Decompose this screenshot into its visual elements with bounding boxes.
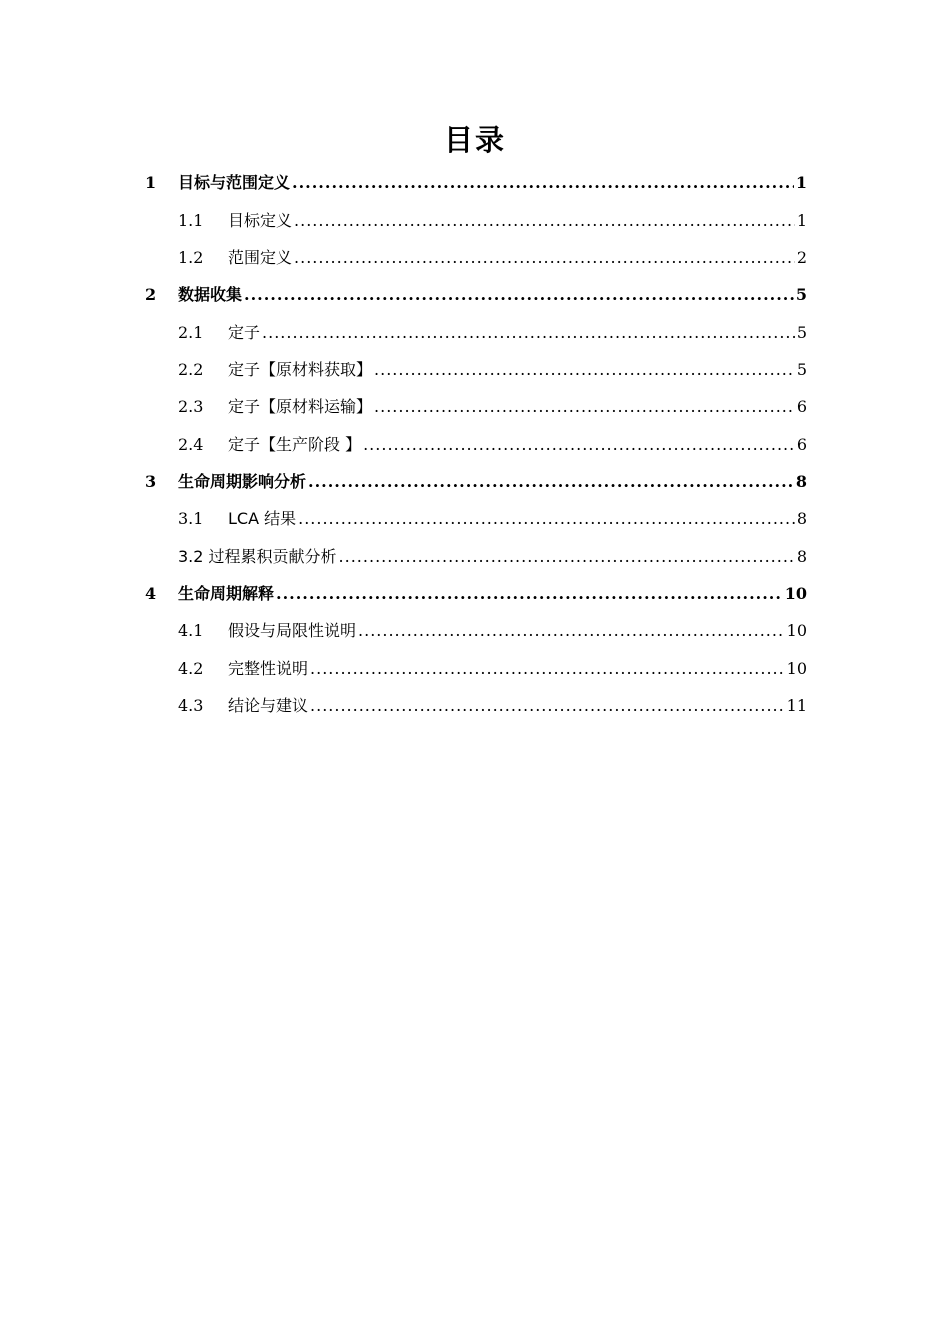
- toc-entry-1[interactable]: [145, 172, 807, 194]
- toc-number: 4.2: [178, 659, 204, 678]
- toc-number: 3: [145, 472, 157, 491]
- toc-leader: [374, 396, 795, 418]
- toc-page: 11: [786, 696, 807, 715]
- toc-page: 10: [786, 621, 807, 640]
- toc-page: 8: [796, 547, 807, 566]
- toc-entry-4-2[interactable]: [178, 658, 807, 680]
- toc-leader: [298, 508, 795, 530]
- toc-label: 完整性说明: [228, 659, 309, 678]
- toc-leader: [358, 620, 785, 642]
- toc-entry-2-4[interactable]: [178, 434, 807, 456]
- toc-number: 2.4: [178, 435, 204, 454]
- toc-label: 定子: [228, 323, 261, 342]
- toc-label: 定子【原材料获取】: [228, 360, 373, 379]
- toc-label: 结论与建议: [228, 696, 309, 715]
- toc-entry-3[interactable]: [145, 471, 807, 493]
- toc-label: 生命周期解释: [178, 584, 275, 603]
- toc-page: 8: [795, 472, 807, 491]
- toc-leader: [292, 172, 794, 194]
- toc-page: 6: [796, 435, 807, 454]
- toc-page: 5: [796, 323, 807, 342]
- toc-number: 2.1: [178, 323, 204, 342]
- toc-entry-3-2[interactable]: [178, 546, 807, 568]
- toc-number: 2.3: [178, 397, 204, 416]
- toc-leader: [308, 471, 794, 493]
- toc-number: 2: [145, 285, 157, 304]
- toc-leader: [294, 247, 795, 269]
- toc-page: 10: [786, 659, 807, 678]
- toc-entry-4-1[interactable]: [178, 620, 807, 642]
- toc-leader: [339, 546, 795, 568]
- toc-page: 2: [796, 248, 807, 267]
- toc-leader: [310, 658, 785, 680]
- toc-page: 1: [796, 211, 807, 230]
- toc-entry-2[interactable]: [145, 284, 807, 306]
- toc-label: 3.2 过程累积贡献分析: [178, 547, 337, 566]
- toc-page: 10: [784, 584, 807, 603]
- toc-entry-2-2[interactable]: [178, 359, 807, 381]
- toc-leader: [374, 359, 795, 381]
- toc-leader: [310, 695, 785, 717]
- toc-number: 4.1: [178, 621, 204, 640]
- toc-page: 1: [795, 173, 807, 192]
- toc-entry-3-1[interactable]: [178, 508, 807, 530]
- toc-number: 1: [145, 173, 157, 192]
- toc-label: 定子【生产阶段 】: [228, 435, 362, 454]
- toc-leader: [262, 322, 795, 344]
- toc-label: 假设与局限性说明: [228, 621, 357, 640]
- toc-page: 5: [795, 285, 807, 304]
- toc-entry-4[interactable]: [145, 583, 807, 605]
- toc-leader: [363, 434, 795, 456]
- toc-label: 目标定义: [228, 211, 293, 230]
- toc-number: 3.1: [178, 509, 204, 528]
- toc-number: 1.2: [178, 248, 204, 267]
- toc-label: 定子【原材料运输】: [228, 397, 373, 416]
- toc-leader: [294, 210, 795, 232]
- toc-leader: [276, 583, 783, 605]
- toc-label: 范围定义: [228, 248, 293, 267]
- toc-label: 生命周期影响分析: [178, 472, 307, 491]
- toc-entry-1-2[interactable]: [178, 247, 807, 269]
- toc-label: 数据收集: [178, 285, 243, 304]
- toc-entry-2-1[interactable]: [178, 322, 807, 344]
- toc-page: 6: [796, 397, 807, 416]
- toc-entry-1-1[interactable]: [178, 210, 807, 232]
- toc-page: 5: [796, 360, 807, 379]
- toc-page: 8: [796, 509, 807, 528]
- toc-entry-4-3[interactable]: [178, 695, 807, 717]
- toc-label: 目标与范围定义: [178, 173, 291, 192]
- toc-entry-2-3[interactable]: [178, 396, 807, 418]
- page-title: 目录: [443, 123, 506, 157]
- toc-number: 4: [145, 584, 157, 603]
- toc-leader: [244, 284, 794, 306]
- toc-number: 4.3: [178, 696, 204, 715]
- toc-number: 2.2: [178, 360, 204, 379]
- toc-number: 1.1: [178, 211, 204, 230]
- toc-label: LCA 结果: [228, 509, 297, 528]
